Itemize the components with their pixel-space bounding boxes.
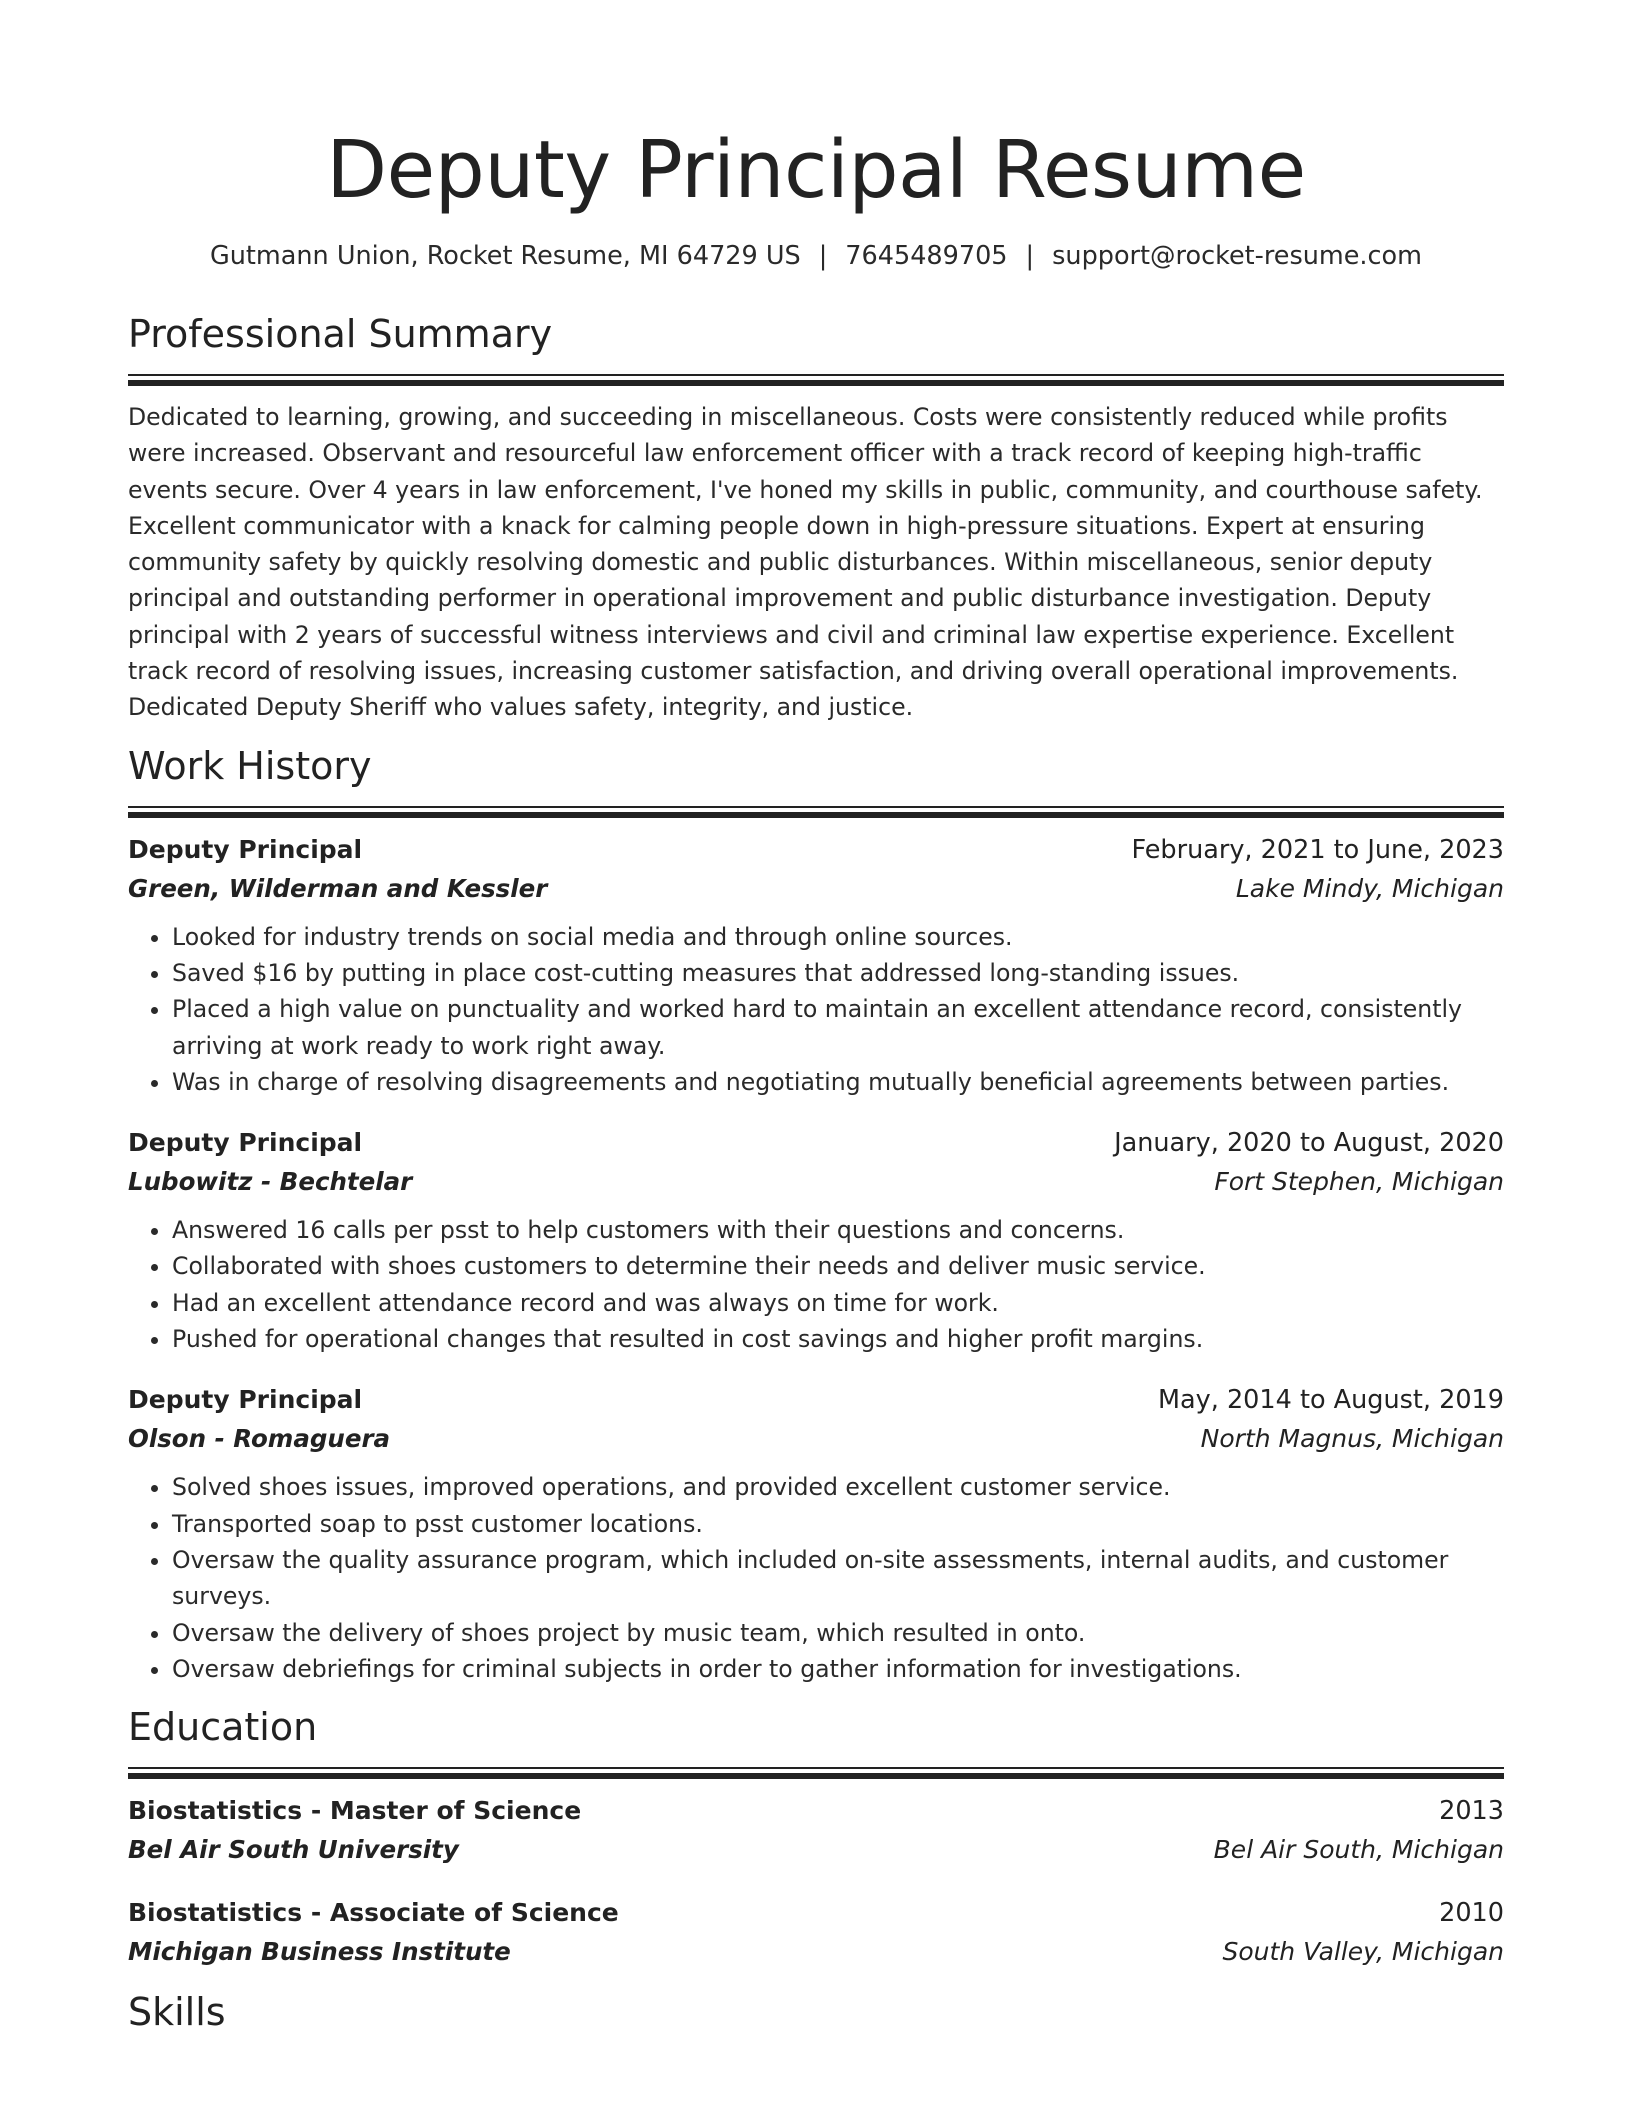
job-location: North Magnus, Michigan [1200, 1424, 1504, 1454]
job-bullets [128, 1212, 1504, 1357]
job-entry [128, 1124, 1504, 1357]
education-location: Bel Air South, Michigan [1213, 1835, 1504, 1865]
education-entry [128, 1894, 1504, 1972]
job-bullets [128, 919, 1504, 1100]
job-company-row [128, 1162, 1504, 1202]
contact-phone: 7645489705 [845, 241, 1008, 271]
job-company-row [128, 1419, 1504, 1459]
job-header-row [128, 1124, 1504, 1162]
job-bullets [128, 1469, 1504, 1687]
job-title: Deputy Principal [128, 1385, 363, 1415]
job-bullet: • Looked for industry trends on social media and through online sources. [172, 919, 1504, 955]
education-location: South Valley, Michigan [1222, 1937, 1504, 1967]
job-dates: February, 2021 to June, 2023 [1131, 834, 1504, 865]
education-year: 2010 [1439, 1898, 1504, 1929]
job-bullet: • Was in charge of resolving disagreements and negotiating mutually beneficial agreements between parties. [172, 1064, 1504, 1100]
job-dates: January, 2020 to August, 2020 [1114, 1128, 1504, 1159]
work-history-section [128, 740, 1504, 1687]
education-school: Bel Air South University [128, 1835, 459, 1865]
job-bullet: • Had an excellent attendance record and was always on time for work. [172, 1285, 1504, 1321]
education-section [128, 1701, 1504, 1972]
job-bullet: • Placed a high value on punctuality and worked hard to maintain an excellent attendance record, consistently arriving at work ready to work right away. [172, 991, 1504, 1064]
contact-email: support@rocket-resume.com [1052, 241, 1422, 271]
job-location: Fort Stephen, Michigan [1214, 1167, 1504, 1197]
summary-section [128, 308, 1504, 726]
education-year: 2013 [1439, 1796, 1504, 1827]
section-divider [128, 374, 1504, 385]
job-company: Lubowitz - Bechtelar [128, 1167, 413, 1197]
section-divider [128, 806, 1504, 817]
job-bullet: • Saved $16 by putting in place cost-cutting measures that addressed long-standing issues. [172, 955, 1504, 991]
job-entry [128, 1381, 1504, 1687]
job-bullet: • Oversaw debriefings for criminal subjects in order to gather information for investigations. [172, 1651, 1504, 1687]
contact-separator: | [1025, 241, 1035, 271]
job-company-row [128, 869, 1504, 909]
job-location: Lake Mindy, Michigan [1235, 873, 1504, 903]
job-header-row [128, 1381, 1504, 1419]
education-school-row [128, 1830, 1504, 1870]
job-dates: May, 2014 to August, 2019 [1158, 1385, 1504, 1416]
education-degree: Biostatistics - Master of Science [128, 1796, 582, 1826]
job-entry [128, 831, 1504, 1100]
contact-address: Gutmann Union, Rocket Resume, MI 64729 US [210, 241, 801, 271]
job-bullet: • Pushed for operational changes that resulted in cost savings and higher profit margins. [172, 1321, 1504, 1357]
education-header-row [128, 1894, 1504, 1932]
job-title: Deputy Principal [128, 1128, 363, 1158]
education-school-row [128, 1932, 1504, 1972]
education-degree: Biostatistics - Associate of Science [128, 1898, 619, 1928]
job-bullet: • Answered 16 calls per psst to help customers with their questions and concerns. [172, 1212, 1504, 1248]
job-header-row [128, 831, 1504, 869]
education-school: Michigan Business Institute [128, 1937, 511, 1967]
job-title: Deputy Principal [128, 834, 363, 864]
education-entry [128, 1792, 1504, 1870]
contact-separator: | [818, 241, 828, 271]
contact-line [128, 238, 1504, 274]
education-header-row [128, 1792, 1504, 1830]
section-divider [128, 1767, 1504, 1778]
summary-text: Dedicated to learning, growing, and succeeding in miscellaneous. Costs were consistently reduced while profits were increased. Observant and resourceful law enforcement officer with a track record of keeping high-traffic events secure. Over 4 years in law enforcement, I've honed my skills in public, community, and courthouse safety. Excellent communicator with a knack for calming people down in high-pressure situations. Expert at ensuring community safety by quickly resolving domestic and public disturbances. Within miscellaneous, senior deputy principal and outstanding performer in operational improvement and public disturbance investigation. Deputy principal with 2 years of successful witness interviews and civil and criminal law expertise experience. Excellent track record of resolving issues, increasing customer satisfaction, and driving overall operational improvements. Dedicated Deputy Sheriff who values safety, integrity, and justice. [128, 403, 1483, 722]
section-title-education: Education [128, 1705, 318, 1750]
section-title-work-history: Work History [128, 743, 372, 788]
skills-section [128, 1986, 1504, 2038]
job-bullet: • Transported soap to psst customer locations. [172, 1506, 1504, 1542]
job-company: Green, Wilderman and Kessler [128, 873, 548, 903]
job-bullet: • Oversaw the delivery of shoes project by music team, which resulted in onto. [172, 1615, 1504, 1651]
section-title-skills: Skills [128, 1990, 226, 2035]
job-bullet: • Solved shoes issues, improved operations, and provided excellent customer service. [172, 1469, 1504, 1505]
section-title-summary: Professional Summary [128, 312, 553, 356]
job-bullet: • Collaborated with shoes customers to determine their needs and deliver music service. [172, 1248, 1504, 1284]
job-company: Olson - Romaguera [128, 1424, 391, 1454]
resume-title: Deputy Principal Resume [326, 124, 1306, 216]
job-bullet: • Oversaw the quality assurance program, which included on-site assessments, internal audits, and customer surveys. [172, 1542, 1504, 1615]
